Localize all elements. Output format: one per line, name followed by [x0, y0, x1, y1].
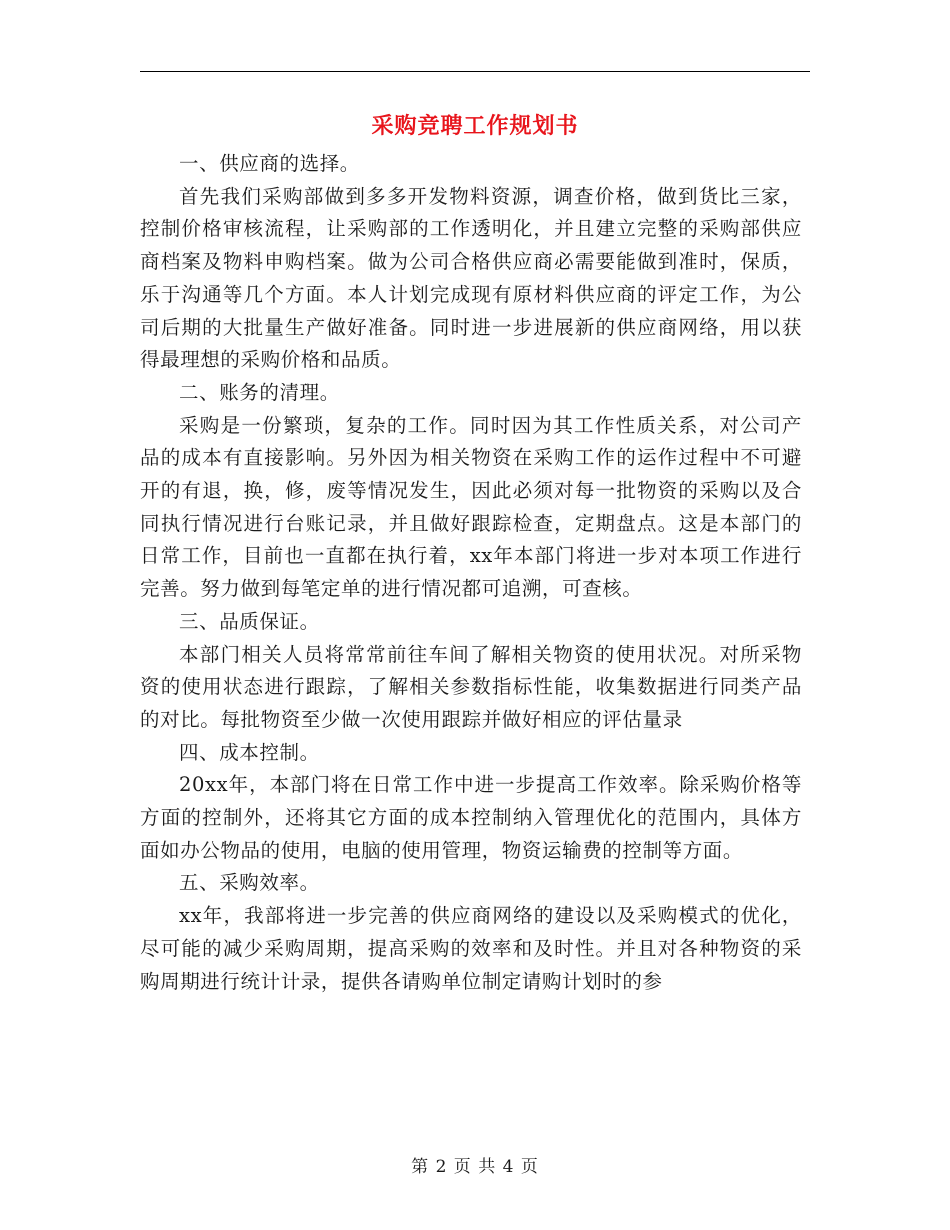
- section-heading-3: 三、品质保证。: [179, 609, 320, 633]
- document-body: [140, 148, 802, 998]
- section-heading-1: 一、供应商的选择。: [179, 152, 360, 175]
- document-title: 采购竞聘工作规划书: [371, 113, 579, 139]
- paragraph-1: 首先我们采购部做到多多开发物料资源，调查价格，做到货比三家，控制价格审核流程，让采购部的工作透明化，并且建立完整的采购部供应商档案及物料申购档案。做为公司合格供应商必需要能做到准时，保质，乐于沟通等几个方面。本人计划完成现有原材料供应商的评定工作，为公司后期的大批量生产做好准备。同时进一步进展新的供应商网络，用以获得最理想的采购价格和品质。: [140, 184, 802, 372]
- paragraph-5: xx年，我部将进一步完善的供应商网络的建设以及采购模式的优化，尽可能的减少采购周期，提高采购的效率和及时性。并且对各种物资的采购周期进行统计计录，提供各请购单位制定请购计划时的参: [140, 904, 802, 993]
- paragraph-3: 本部门相关人员将常常前往车间了解相关物资的使用状况。对所采物资的使用状态进行跟踪，了解相关参数指标性能，收集数据进行同类产品的对比。每批物资至少做一次使用跟踪并做好相应的评估量录: [140, 642, 802, 731]
- section-heading-5: 五、采购效率。: [179, 871, 320, 895]
- paragraph-2: 采购是一份繁琐，复杂的工作。同时因为其工作性质关系，对公司产品的成本有直接影响。另外因为相关物资在采购工作的运作过程中不可避开的有退，换，修，废等情况发生，因此必须对每一批物资的采购以及合同执行情况进行台账记录，并且做好跟踪检查，定期盘点。这是本部门的日常工作，目前也一直都在执行着，xx年本部门将进一步对本项工作进行完善。努力做到每笔定单的进行情况都可追溯，可查核。: [140, 413, 802, 601]
- section-heading-4: 四、成本控制。: [179, 740, 320, 764]
- header-rule: [140, 71, 810, 72]
- page-number-footer: 第 2 页 共 4 页: [411, 1157, 539, 1177]
- paragraph-4: 20xx年，本部门将在日常工作中进一步提高工作效率。除采购价格等方面的控制外，还将其它方面的成本控制纳入管理优化的范围内，具体方面如办公物品的使用，电脑的使用管理，物资运输费的控制等方面。: [140, 773, 802, 862]
- section-heading-2: 二、账务的清理。: [179, 380, 340, 404]
